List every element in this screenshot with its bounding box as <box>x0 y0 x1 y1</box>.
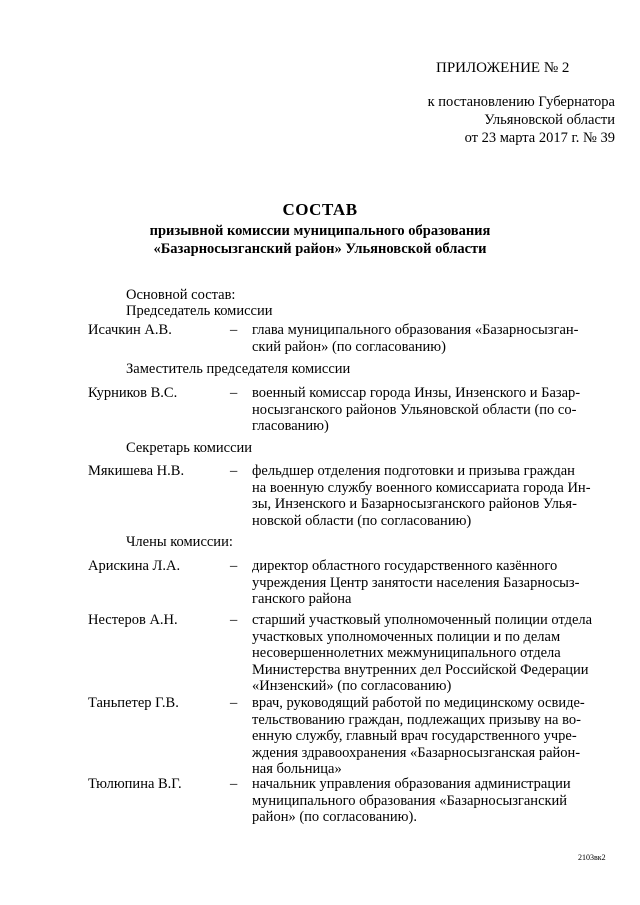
entry-name: Исачкин А.В. <box>88 322 172 338</box>
entry-dash: – <box>230 322 238 338</box>
deputy-heading: Заместитель председателя комиссии <box>126 361 351 377</box>
header-decree-line: к постановлению Губернатора <box>427 94 615 110</box>
desc-line: глава муниципального образования «Базарносызган- <box>252 322 579 338</box>
header-date-line: от 23 марта 2017 г. № 39 <box>464 130 615 146</box>
entry-dash: – <box>230 558 238 574</box>
desc-line: военный комиссар города Инзы, Инзенского и Базар- <box>252 385 581 401</box>
appendix-number: ПРИЛОЖЕНИЕ № 2 <box>436 60 570 76</box>
desc-line: зы, Инзенского и Базарносызганского районов Улья- <box>252 496 577 512</box>
entry-name: Арискина Л.А. <box>88 558 181 574</box>
desc-line: старший участковый уполномоченный полиции отдела <box>252 612 593 628</box>
desc-line: тельствованию граждан, подлежащих призыву на во- <box>252 711 581 728</box>
desc-line: новской области (по согласованию) <box>252 512 472 529</box>
desc-line: учреждения Центр занятости населения Базарносыз- <box>252 574 580 591</box>
desc-line: носызганского районов Ульяновской области (по со- <box>252 401 577 418</box>
desc-line: ждения здравоохранения «Базарносызганская район- <box>252 744 581 761</box>
title-main: СОСТАВ <box>282 200 358 219</box>
entry-name: Тюлюпина В.Г. <box>88 776 182 792</box>
members-heading: Члены комиссии: <box>126 534 233 550</box>
chairman-heading: Председатель комиссии <box>126 303 273 319</box>
entry-name: Курников В.С. <box>88 385 178 401</box>
desc-line: ная больница» <box>252 761 342 777</box>
secretary-heading: Секретарь комиссии <box>126 440 253 456</box>
desc-line: фельдшер отделения подготовки и призыва граждан <box>252 463 575 479</box>
entry-description <box>252 558 608 608</box>
entry-description <box>252 322 608 355</box>
desc-line: район» (по согласованию). <box>252 809 417 825</box>
entry-dash: – <box>230 612 238 628</box>
desc-line: врач, руководящий работой по медицинскому освиде- <box>252 695 585 711</box>
document-title <box>0 200 640 258</box>
entry-description <box>252 776 608 826</box>
title-subtitle-line2: «Базарносызганский район» Ульяновской области <box>153 241 487 257</box>
desc-line: на военную службу военного комиссариата города Ин- <box>252 479 591 496</box>
desc-line: участковых уполномоченных полиции и по делам <box>252 628 561 645</box>
entry-name: Нестеров А.Н. <box>88 612 178 628</box>
entry-name: Мякишева Н.В. <box>88 463 185 479</box>
desc-line: гласованию) <box>252 418 329 434</box>
entry-dash: – <box>230 385 238 401</box>
header-region-line: Ульяновской области <box>484 112 615 128</box>
entry-description <box>252 612 608 695</box>
main-composition-heading: Основной состав: <box>126 287 236 303</box>
desc-line: Министерства внутренних дел Российской Федерации <box>252 661 589 678</box>
entry-dash: – <box>230 695 238 711</box>
desc-line: директор областного государственного казённого <box>252 558 558 574</box>
desc-line: ганского района <box>252 591 352 607</box>
entry-description <box>252 385 608 435</box>
entry-dash: – <box>230 463 238 479</box>
entry-description <box>252 463 608 529</box>
entry-description <box>252 695 608 778</box>
title-subtitle-line1: призывной комиссии муниципального образования <box>149 223 491 239</box>
desc-line: енную службу, главный врач государственного учре- <box>252 728 577 744</box>
entry-dash: – <box>230 776 238 792</box>
desc-line: начальник управления образования администрации <box>252 776 571 792</box>
document-code: 2103вк2 <box>578 853 606 862</box>
desc-line: ский район» (по согласованию) <box>252 338 446 355</box>
desc-line: «Инзенский» (по согласованию) <box>252 678 452 694</box>
desc-line: муниципального образования «Базарносызганский <box>252 792 568 809</box>
desc-line: несовершеннолетних межмуниципального отдела <box>252 645 561 661</box>
entry-name: Таньпетер Г.В. <box>88 695 179 711</box>
